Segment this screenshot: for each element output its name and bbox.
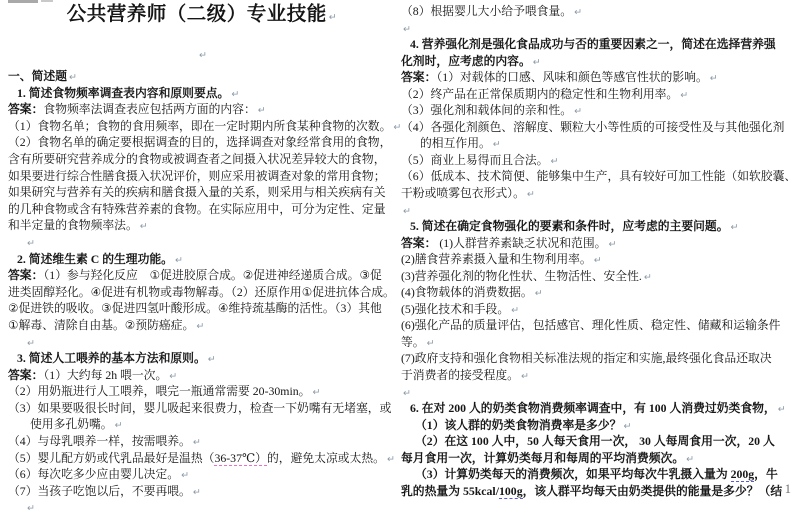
text-segment: ，该人群平均每天由奶类提供的能量是多少？（结: [522, 483, 783, 498]
paragraph-mark: ↵: [174, 254, 183, 266]
text-line: [401, 86, 798, 103]
paragraph-mark: ↵: [257, 105, 266, 117]
paragraph-mark: ↵: [574, 7, 583, 18]
text-line: [8, 267, 400, 284]
text-segment: （2）终产品在正常保质期内的稳定性和生物利用率。: [401, 86, 679, 101]
text-segment: 的，避免太凉或太热。: [266, 450, 385, 465]
proofing-underlined-text: 36-37℃）: [214, 450, 267, 465]
text-segment: （4）与母乳喂养一样，按需喂养。: [8, 434, 191, 449]
page-number: 1: [784, 482, 791, 496]
text-line: [401, 400, 798, 417]
text-line: [8, 234, 400, 251]
paragraph-mark: ↵: [777, 404, 786, 416]
paragraph-mark: ↵: [608, 238, 617, 250]
text-line: [401, 69, 798, 86]
paragraph-mark: ↵: [534, 288, 543, 300]
text-segment: 6. 在对 200 人的奶类食物消费频率调查中，有 100 人消费过奶类食物，: [410, 401, 776, 416]
text-line: [401, 301, 798, 318]
paragraph-mark: ↵: [403, 387, 411, 399]
text-segment: （6）每次吃多少应由婴儿决定。: [8, 467, 180, 482]
text-segment: （5）婴儿配方奶或代乳品最好是温热（: [8, 450, 215, 465]
text-segment: 答案：: [8, 367, 44, 382]
paragraph-mark: ↵: [643, 271, 652, 283]
text-segment: 乳的热量为: [401, 483, 463, 498]
text-segment: 1. 简述食物频率调查表内容和原则要点。: [17, 85, 230, 100]
text-line: [8, 483, 400, 500]
text-line: [8, 334, 400, 351]
proofing-underlined-text: 100g: [499, 483, 523, 498]
text-line: [401, 36, 798, 53]
text-line: [401, 334, 798, 351]
text-line: [401, 268, 798, 285]
text-line: [8, 201, 400, 218]
paragraph-mark: ↵: [426, 337, 435, 349]
text-segment: 每月食用一次，计算奶类每月和每周的平均消费频次。: [401, 450, 685, 465]
paragraph-mark: ↵: [139, 221, 148, 233]
text-segment: （1）参与羟化反应 ①促进胶原合成。②促进神经递质合成。③促: [43, 268, 382, 283]
text-segment: (5)强化技术和手段。: [401, 301, 510, 316]
paragraph-mark: ↵: [393, 121, 402, 133]
text-segment: 答案：: [8, 268, 44, 283]
text-segment: 化剂时，应考虑的内容。: [401, 53, 531, 68]
text-segment: 一、简述题: [8, 69, 67, 83]
text-line: [401, 20, 798, 37]
text-line: [401, 102, 798, 119]
text-segment: （5）商业上易得而且合法。: [401, 152, 549, 167]
text-segment: 4. 营养强化剂是强化食品成功与否的重要因素之一，简述在选择营养强: [410, 37, 776, 52]
text-segment: 答案：: [8, 102, 44, 117]
text-line: [401, 450, 798, 467]
text-line: [401, 235, 798, 252]
text-segment: 干粉或喷雾包衣形式）。: [401, 186, 525, 201]
empty-paragraph: [0, 45, 404, 63]
paragraph-mark: ↵: [709, 73, 718, 85]
text-segment: 的相互作用。: [420, 136, 491, 151]
text-segment: 进类固醇羟化。④促进有机物或毒物解毒。（2）还原作用①促进抗体合成。: [8, 284, 395, 299]
text-line: [401, 135, 798, 152]
paragraph-mark: ↵: [403, 23, 411, 35]
text-line: [401, 466, 798, 483]
text-line: [401, 168, 798, 185]
text-line: [8, 499, 400, 516]
text-segment: （7）当孩子吃饱以后，不要再喂。: [8, 483, 191, 498]
text-segment: 和半定量的食物频率法。: [8, 218, 138, 233]
text-segment: 2. 简述维生素 C 的生理功能。: [17, 251, 173, 266]
text-line: [8, 168, 400, 185]
text-line: [401, 367, 798, 384]
text-segment: 食物频率法调查表应包括两方面的内容：: [43, 102, 256, 117]
text-segment: （8）根据婴儿大小给予喂食量。: [401, 4, 573, 18]
text-segment: 等。: [401, 334, 425, 349]
paragraph-mark: ↵: [199, 50, 207, 61]
paragraph-mark: ↵: [27, 337, 35, 349]
paragraph-mark: ↵: [181, 470, 190, 482]
text-segment: ，牛: [754, 467, 778, 482]
text-line: [8, 217, 400, 234]
text-line: [8, 416, 400, 433]
text-line: [401, 483, 798, 500]
text-segment: 使用多孔奶嘴。: [30, 417, 113, 432]
paragraph-mark: ↵: [192, 486, 201, 498]
text-line: [401, 350, 798, 367]
paragraph-mark: ↵: [520, 371, 529, 383]
text-line: [8, 450, 400, 467]
paragraph-mark: ↵: [526, 189, 535, 201]
paragraph-mark: ↵: [403, 205, 411, 217]
text-segment: （1）该人群的奶类食物消费率是多少？: [415, 417, 622, 432]
paragraph-mark: ↵: [328, 12, 338, 23]
text-line: [401, 53, 798, 70]
text-segment: 含有所要研究营养成分的食物或被调查者之间摄入状况差异较大的食物，: [8, 151, 386, 166]
text-segment: 如果研究与营养有关的疾病和膳食摄入量的关系，则采用与相关疾病有关: [8, 185, 386, 200]
text-segment: (1)人群营养素缺乏状况和范围。: [436, 235, 607, 250]
left-column: [8, 68, 400, 516]
text-line: [8, 184, 400, 201]
text-segment: (2)膳食营养素摄入量和生物利用率。: [401, 252, 592, 267]
document-title: [0, 2, 404, 28]
text-segment: （2）用奶瓶进行人工喂养，喂完一瓶通常需要 20-30min。: [8, 384, 311, 399]
text-line: [401, 317, 798, 334]
text-line: [8, 151, 400, 168]
paragraph-mark: ↵: [492, 139, 501, 151]
text-line: [8, 251, 400, 268]
paragraph-mark: ↵: [532, 56, 541, 68]
text-segment: ①解毒、清除自由基。②预防癌症。: [8, 317, 195, 332]
text-segment: 5. 简述在确定食物强化的要素和条件时，应考虑的主要问题。: [410, 219, 729, 234]
paragraph-mark: ↵: [207, 354, 216, 366]
text-segment: ②促进铁的吸收。③促进四氢叶酸形成。④维持巯基酶的活性。（3）其他: [8, 301, 382, 316]
text-line: [8, 134, 400, 151]
text-segment: （3）强化剂和载体间的亲和性。: [401, 103, 573, 118]
text-line: [401, 119, 798, 136]
paragraph-mark: ↵: [231, 88, 240, 100]
paragraph-mark: ↵: [511, 304, 520, 316]
text-line: [8, 118, 400, 135]
paragraph-mark: ↵: [386, 453, 395, 465]
text-segment: 如果要进行综合性膳食摄入状况评价，则应采用被调查对象的常用食物；: [8, 168, 386, 183]
paragraph-mark: ↵: [593, 255, 602, 267]
text-segment: (4)食物载体的消费数据。: [401, 285, 533, 300]
text-segment: 55kcal/: [462, 483, 499, 498]
text-line: [401, 218, 798, 235]
text-line: [8, 300, 400, 317]
paragraph-mark: ↵: [196, 320, 205, 332]
document-title-text: 公共营养师（二级）专业技能: [66, 4, 327, 25]
text-segment: （4）各强化剂颜色、溶解度、颗粒大小等性质的可接受性及与其他强化剂: [401, 119, 785, 134]
text-segment: （3）如果要吸很长时间，婴儿吸起来很费力，检查一下奶嘴有无堵塞，或: [8, 400, 392, 415]
text-segment: （3）计算奶类每天的消费频次，如果平均每次牛乳摄入量为: [415, 467, 731, 482]
text-line: [8, 350, 400, 367]
text-line: [8, 433, 400, 450]
proofing-underlined-text: 200g: [730, 467, 755, 482]
text-line: [401, 202, 798, 219]
text-line: [401, 384, 798, 401]
text-line: [8, 367, 400, 384]
text-segment: 的几种食物或含有特殊营养素的食物。在实际应用中，可分为定性、定量: [8, 201, 386, 216]
text-line: [8, 101, 400, 118]
text-line: [8, 284, 400, 301]
paragraph-mark: ↵: [312, 387, 321, 399]
paragraph-mark: ↵: [192, 437, 201, 449]
text-line: [401, 433, 798, 450]
text-line: [8, 317, 400, 334]
paragraph-mark: ↵: [550, 155, 559, 167]
paragraph-mark: ↵: [169, 370, 178, 382]
text-line: [8, 466, 400, 483]
text-segment: (3)营养强化剂的物化性状、生物活性、安全性.: [401, 268, 642, 283]
paragraph-mark: ↵: [27, 503, 35, 515]
paragraph-mark: ↵: [686, 453, 695, 465]
text-line: [8, 400, 400, 417]
text-line: [8, 383, 400, 400]
paragraph-mark: ↵: [574, 106, 583, 118]
text-segment: （2）在这 100 人中，50 人每天食用一次， 30 人每周食用一次，20 人: [415, 434, 775, 449]
text-line: [401, 152, 798, 169]
text-line: [401, 417, 798, 434]
text-segment: 答案：: [401, 70, 437, 85]
paragraph-mark: ↵: [623, 420, 632, 432]
text-line: [401, 185, 798, 202]
paragraph-mark: ↵: [114, 420, 123, 432]
text-segment: （2）食物名单的确定要根据调查的目的，选择调查对象经常食用的食物，: [8, 135, 392, 150]
text-segment: （1）对载体的口感、风味和颜色等感官性状的影响。: [436, 70, 708, 85]
text-line: [401, 284, 798, 301]
text-segment: 3. 简述人工喂养的基本方法和原则。: [17, 351, 206, 366]
paragraph-mark: ↵: [730, 222, 739, 234]
text-segment: 答案：: [401, 235, 437, 250]
text-line: [8, 68, 400, 85]
text-segment: （6）低成本、技术简便、能够集中生产，具有较好可加工性能（如软胶囊、: [401, 169, 797, 184]
text-segment: （1）大约每 2h 喂一次。: [43, 367, 168, 382]
text-segment: (7)政府支持和强化食物相关标准法规的指定和实施,最终强化食品还取决: [401, 351, 772, 366]
text-segment: 于消费者的接受程度。: [401, 368, 519, 383]
text-segment: (6)强化产品的质量评估，包括感官、理化性质、稳定性、储藏和运输条件: [401, 318, 781, 333]
paragraph-mark: ↵: [680, 89, 689, 101]
paragraph-mark: ↵: [69, 72, 77, 83]
text-segment: （1）食物名单；食物的食用频率，即在一定时期内所食某种食物的次数。: [8, 118, 392, 133]
right-column: [401, 3, 798, 499]
paragraph-mark: ↵: [27, 237, 35, 249]
text-line: [8, 85, 400, 102]
text-line: [401, 251, 798, 268]
text-line: [401, 3, 798, 20]
